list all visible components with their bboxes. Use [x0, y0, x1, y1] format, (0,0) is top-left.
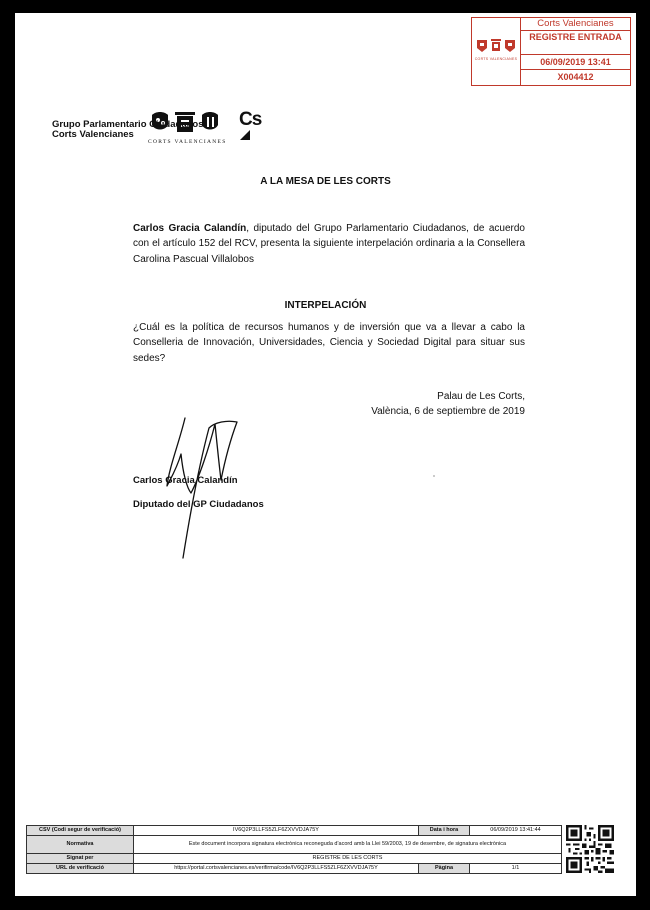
stamp-title: Corts Valencianes: [521, 18, 630, 31]
stamp-logo-caption: CORTS VALENCIANES: [474, 57, 518, 61]
date-line: València, 6 de septiembre de 2019: [371, 406, 525, 417]
norm-value: Este document incorpora signatura electrònica reconeguda d'acord amb la Llei 59/2003, 19 de desembre, de signatura electrònica: [134, 836, 562, 854]
url-label: URL de verificació: [27, 864, 134, 874]
intro-text: , diputado del Grupo Parlamentario Ciudadanos, de acuerdo con el artículo 152 del RCV, presenta la siguiente interpelación ordinaria a la Consellera Carolina Pascual Villalobos: [133, 223, 525, 265]
recipient-heading: A LA MESA DE LES CORTS: [260, 176, 391, 187]
section-title: INTERPELACIÓN: [284, 300, 367, 311]
intro-paragraph: [133, 221, 525, 267]
document-page: [15, 13, 636, 896]
signed-label: Signat per: [27, 854, 134, 864]
ciudadanos-logo: [239, 110, 261, 130]
cs-mark: Cs: [239, 109, 262, 130]
signed-value: REGISTRE DE LES CORTS: [134, 854, 562, 864]
url-value[interactable]: https://portal.cortsvalencianes.es/verifirma/code/IV6Q2P3LLFS5ZLF6ZXVVDJA75Y: [134, 864, 419, 874]
date-label: Data i hora: [419, 826, 470, 836]
page-label: Pàgina: [419, 864, 470, 874]
stamp-registry-label: REGISTRE ENTRADA: [521, 31, 630, 55]
date-value: 06/09/2019 13:41:44: [470, 826, 562, 836]
signer-title: Diputado del GP Ciudadanos: [133, 499, 264, 510]
place-line: Palau de Les Corts,: [437, 391, 525, 402]
stamp-datetime: 06/09/2019 13:41: [521, 56, 630, 70]
deputy-name: Carlos Gracia Calandín: [133, 223, 247, 234]
logo-caption: CORTS VALENCIANES: [148, 139, 227, 145]
verification-table: [26, 825, 562, 874]
stamp-logo: [472, 18, 521, 85]
triangle-icon: [240, 130, 250, 140]
csv-label: CSV (Codi segur de verificació): [27, 826, 134, 836]
signer-name: Carlos Gracia Calandín: [133, 475, 238, 486]
qr-code-icon: [566, 825, 614, 873]
scan-speck: [433, 475, 435, 477]
norm-label: Normativa: [27, 836, 134, 854]
group-name-line2: Corts Valencianes: [52, 129, 134, 140]
stamp-number: X004412: [557, 72, 594, 82]
group-name: [52, 120, 204, 140]
coat-of-arms-icon: [476, 37, 516, 53]
group-name-line1: Grupo Parlamentario Ciudadanos: [52, 119, 204, 130]
question-paragraph: ¿Cuál es la política de recursos humanos y de inversión que va a llevar a cabo la Conselleria de Innovación, Universidades, Ciencia y Sociedad Digital para situar sus sedes?: [133, 322, 525, 364]
page-value: 1/1: [470, 864, 562, 874]
csv-value: IV6Q2P3LLFS5ZLF6ZXVVDJA75Y: [134, 826, 419, 836]
registry-stamp: [471, 17, 631, 86]
